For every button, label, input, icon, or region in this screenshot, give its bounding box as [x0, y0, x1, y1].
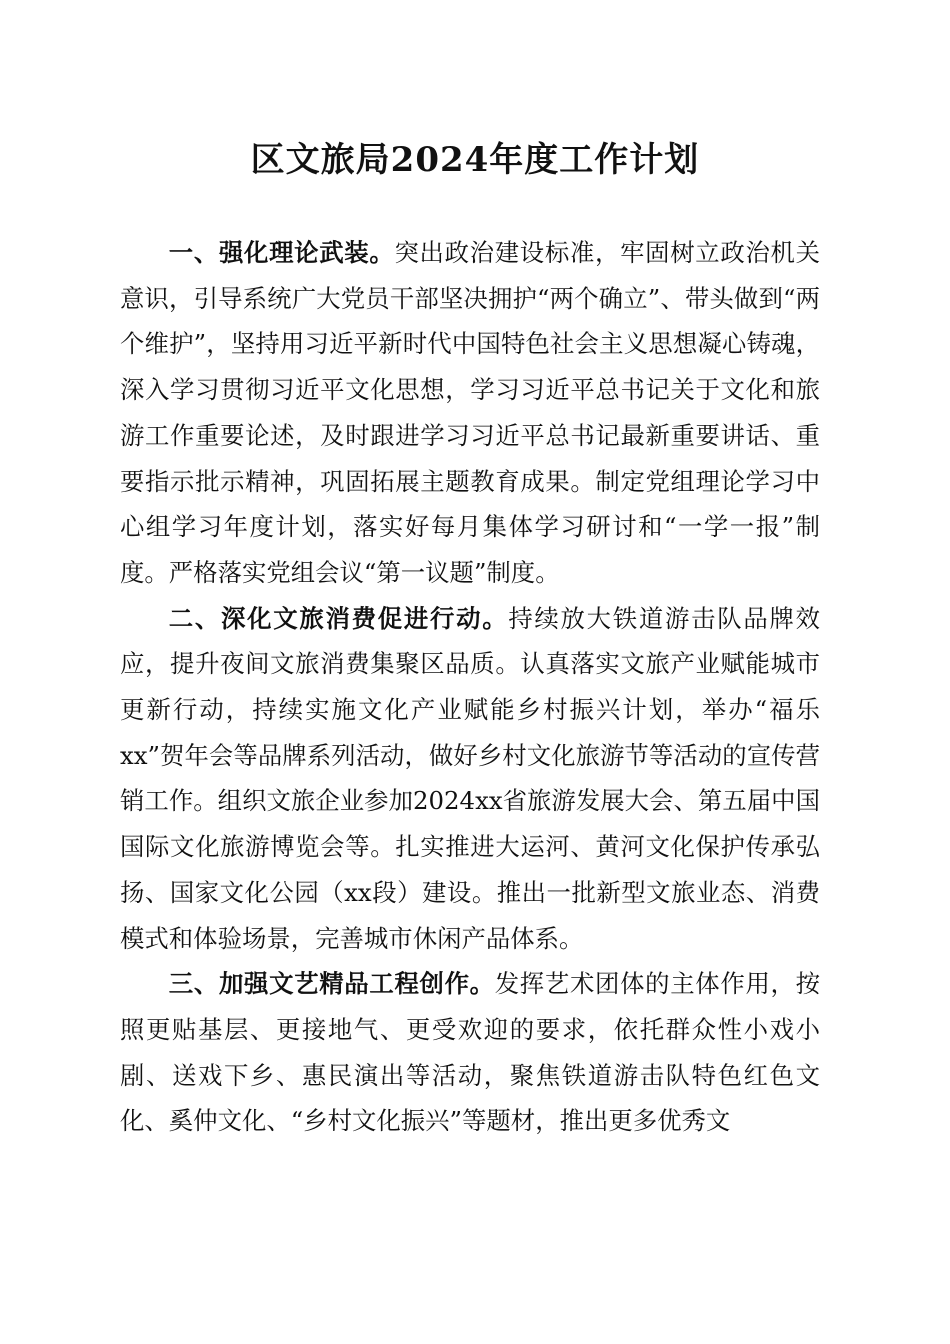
section-heading-1: 一、强化理论武装。 — [168, 238, 395, 267]
document-body — [120, 230, 820, 1144]
section-heading-2: 二、深化文旅消费促进行动。 — [168, 603, 509, 633]
section-paragraph-1 — [120, 230, 820, 596]
document-title: 区文旅局2024年度工作计划 — [250, 140, 700, 180]
section-paragraph-2 — [120, 596, 820, 962]
section-text-2: 持续放大铁道游击队品牌效应，提升夜间文旅消费集聚区品质。认真落实文旅产业赋能城市更新行动，持续实施文化产业赋能乡村振兴计划，举办“福乐xx”贺年会等品牌系列活动，做好乡村文化旅游节等活动的宣传营销工作。组织文旅企业参加2024xx省旅游发展大会、第五届中国国际文化旅游博览会等。扎实推进大运河、黄河文化保护传承弘扬、国家文化公园（xx段）建设。推出一批新型文旅业态、消费模式和体验场景，完善城市休闲产品体系。 — [120, 603, 820, 953]
section-paragraph-3 — [120, 961, 820, 1144]
section-text-3: 发挥艺术团体的主体作用，按照更贴基层、更接地气、更受欢迎的要求，依托群众性小戏小剧、送戏下乡、惠民演出等活动，聚焦铁道游击队特色红色文化、奚仲文化、“乡村文化振兴”等题材，推出更多优秀文 — [120, 969, 820, 1136]
section-heading-3: 三、加强文艺精品工程创作。 — [168, 969, 495, 999]
section-text-1: 突出政治建设标准，牢固树立政治机关意识，引导系统广大党员干部坚决拥护“两个确立”、带头做到“两个维护”，坚持用习近平新时代中国特色社会主义思想凝心铸魂，深入学习贯彻习近平文化思想，学习习近平总书记关于文化和旅游工作重要论述，及时跟进学习习近平总书记最新重要讲话、重要指示批示精神，巩固拓展主题教育成果。制定党组理论学习中心组学习年度计划，落实好每月集体学习研讨和“一学一报”制度。严格落实党组会议“第一议题”制度。 — [120, 238, 820, 587]
